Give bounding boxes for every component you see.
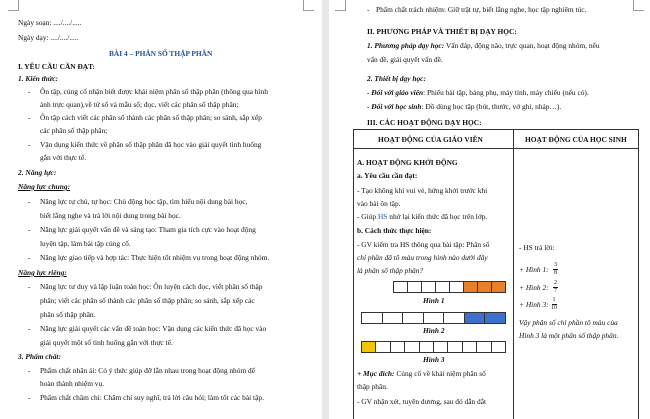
list-item: Năng lực giải quyết vấn đề và sáng tạo: Tham gia tích cực vào hoạt động xyxy=(40,225,256,234)
subheading: Năng lực chung: xyxy=(18,182,71,191)
list-item: Phẩm chất nhân ái: Có ý thức giúp đỡ lẫn nhau trong hoạt động nhóm để xyxy=(40,366,256,375)
empty-cell xyxy=(436,282,450,292)
list-item: hoàn thành nhiệm vụ. xyxy=(40,379,105,388)
ngay-soan: Ngày soạn: ..../..../..... xyxy=(18,18,82,27)
subheading: Năng lực riêng: xyxy=(18,268,67,277)
subsection-heading: 1. Kiến thức: xyxy=(18,74,58,83)
list-item: phân số thập phân. xyxy=(40,310,96,319)
list-item: Ôn tập cách viết các phân số thành các phân số thập phân; so sánh, sắp xếp xyxy=(40,113,262,122)
subsection-heading: 2. Năng lực: xyxy=(18,168,57,177)
text-line xyxy=(357,212,487,221)
method-text: Vấn đáp, động não, trực quan, hoạt động nhóm, nếu xyxy=(444,41,600,50)
bullet: - xyxy=(367,5,370,14)
header-teacher: HOẠT ĐỘNG CỦA GIÁO VIÊN xyxy=(378,135,483,144)
bullet: - xyxy=(28,282,31,291)
figure-caption: Hình 2 xyxy=(423,326,445,335)
list-item: biết lắng nghe và trả lời nội dung trong bài học. xyxy=(40,211,181,220)
list-item: Năng lực tự chủ, tự học: Chủ động học tập, tìm hiểu nội dung bài học, xyxy=(40,197,248,206)
list-item: Năng lực tư duy và lập luận toán học: Ôn luyện cách đọc, viết phân số thập xyxy=(40,282,263,291)
empty-cell xyxy=(477,342,491,352)
shaded-cell xyxy=(485,313,505,323)
empty-cell xyxy=(376,342,390,352)
list-item: Năng lực giải quyết các vấn đề toán học: Vận dụng các kiến thức đã học vào xyxy=(40,324,267,333)
empty-cell xyxy=(444,313,465,323)
empty-cell xyxy=(420,342,434,352)
empty-cell xyxy=(424,313,445,323)
paragraph: vấn đề, giải quyết vấn đề. xyxy=(367,55,443,64)
text-line xyxy=(357,369,486,378)
activity-title: A. HOẠT ĐỘNG KHỞI ĐỘNG xyxy=(357,158,458,167)
student-text: : Đồ dùng học tập (bút, thước, vở ghi, nháp…). xyxy=(421,102,562,111)
figure-bar-3 xyxy=(361,341,506,353)
ngay-day: Ngày dạy: ..../..../..... xyxy=(18,33,79,42)
subheading: a. Yêu cầu cần đạt: xyxy=(357,171,418,180)
denominator: 7 xyxy=(554,287,557,294)
numerator: 2 xyxy=(554,280,557,286)
teacher-label: - Đối với giáo viên xyxy=(367,88,424,97)
list-item: Năng lực giao tiếp và hợp tác: Thực hiện tốt nhiệm vụ trong hoạt động nhóm. xyxy=(40,253,270,262)
bullet: - xyxy=(28,113,31,122)
text-line: - Tạo không khí vui vẻ, hứng khởi trước khi xyxy=(357,186,488,195)
list-item: ảnh trực quan),về tử số và mẫu số; đọc, viết các phân số thập phân; xyxy=(40,100,239,109)
bullet: - xyxy=(28,393,31,402)
denominator: 10 xyxy=(551,304,557,311)
text-line: - GV nhận xét, tuyên dương, sau đó dẫn dắt xyxy=(357,397,487,406)
shaded-cell xyxy=(478,282,492,292)
bullet: - xyxy=(28,197,31,206)
list-item: phân; viết các phân số thành các phân số thập phân; so sánh, sắp xếp các xyxy=(40,296,255,305)
bullet: - xyxy=(28,225,31,234)
bullet: - xyxy=(28,140,31,149)
list-item: Phẩm chất chăm chỉ: Chăm chỉ suy nghĩ, trả lời câu hỏi; làm tốt các bài tập. xyxy=(40,393,264,402)
bullet: - xyxy=(28,87,31,96)
list-item: luyện tập, làm bài tập củng cố. xyxy=(40,239,131,248)
figure-caption: Hình 1 xyxy=(423,296,445,305)
text-line: vào bài ôn tập. xyxy=(357,199,401,208)
text-line: - HS trả lời: xyxy=(519,243,555,252)
text-span: - GV kiểm tra HS thông qua bài tập: Phân số xyxy=(357,240,490,249)
empty-cell xyxy=(463,342,477,352)
subheading: b. Cách thức thực hiện: xyxy=(357,226,432,235)
conclusion: Hình 3 là một phân số thập phân. xyxy=(519,331,619,340)
section-heading: III. CÁC HOẠT ĐỘNG DẠY HỌC: xyxy=(367,118,482,127)
conclusion: Vậy phân số chỉ phần tô màu của xyxy=(519,318,618,327)
right-page xyxy=(329,0,650,419)
bullet: - xyxy=(28,324,31,333)
empty-cell xyxy=(434,342,448,352)
figure-bar-2 xyxy=(361,312,506,324)
crop-mark xyxy=(335,0,346,11)
left-page xyxy=(0,0,322,419)
list-item: Vận dụng kiến thức về phân số thập phân đã học vào giải quyết tình huống xyxy=(40,140,262,149)
figure-bar-1 xyxy=(393,281,506,293)
empty-cell xyxy=(394,282,408,292)
subsection-heading: 2. Thiết bị dạy học: xyxy=(367,74,426,83)
crop-mark xyxy=(8,0,19,11)
list-item: gắn với thực tế. xyxy=(40,153,87,162)
empty-cell xyxy=(362,313,383,323)
text-span: Củng cố về khái niệm phân số xyxy=(394,369,486,378)
text-span: - Giúp xyxy=(357,212,378,221)
text-span: nhớ lại kiến thức đã học trên lớp. xyxy=(387,212,488,221)
empty-cell xyxy=(492,342,505,352)
teacher-text: : Phiếu bài tập, bảng phụ, máy tính, máy chiếu (nếu có). xyxy=(423,88,589,97)
paragraph xyxy=(367,41,600,50)
header-student: HOẠT ĐỘNG CỦA HỌC SINH xyxy=(525,135,627,144)
numerator: 3 xyxy=(554,262,557,268)
empty-cell xyxy=(422,282,436,292)
fraction xyxy=(553,280,558,294)
empty-cell xyxy=(448,342,462,352)
text-line xyxy=(357,240,489,249)
empty-cell xyxy=(408,282,422,292)
section-heading: II. PHƯƠNG PHÁP VÀ THIẾT BỊ DẠY HỌC: xyxy=(367,27,517,36)
text-span: + Mục đích: xyxy=(357,369,395,378)
crop-mark xyxy=(303,0,314,11)
section-heading: I. YÊU CẦU CẦN ĐẠT: xyxy=(18,62,95,71)
empty-cell xyxy=(450,282,464,292)
subsection-heading: 3. Phẩm chất: xyxy=(18,352,61,361)
shaded-cell xyxy=(465,313,486,323)
empty-cell xyxy=(405,342,419,352)
list-item: Ôn tập, củng cố nhận biết được khái niệm phân số thập phân (thông qua hình xyxy=(40,87,268,96)
method-label: 1. Phương pháp dạy học: xyxy=(367,41,445,50)
fraction xyxy=(553,262,558,276)
list-item: giải quyết một số tình huống gắn với thực tế. xyxy=(40,338,173,347)
answer-line: + Hình 1: xyxy=(519,265,549,274)
student-label: - Đối với học sinh xyxy=(367,102,422,111)
empty-cell xyxy=(391,342,405,352)
denominator: 8 xyxy=(554,269,557,276)
text-span: HS xyxy=(377,212,388,221)
fraction xyxy=(551,297,557,311)
text-line: thập phân. xyxy=(357,382,388,391)
text-line: là phân số thập phân? xyxy=(357,266,424,275)
paragraph xyxy=(367,102,561,111)
table-divider xyxy=(513,129,514,419)
answer-line: + Hình 3: xyxy=(519,300,549,309)
table-divider xyxy=(353,148,638,149)
answer-line: + Hình 2: xyxy=(519,283,549,292)
list-item: Phẩm chất trách nhiệm: Giữ trật tự, biết lắng nghe, học tập nghiêm túc. xyxy=(376,5,587,14)
numerator: 1 xyxy=(552,297,556,303)
shaded-cell xyxy=(464,282,478,292)
bullet: - xyxy=(28,366,31,375)
lesson-title: BÀI 4 – PHÂN SỐ THẬP PHÂN xyxy=(109,49,213,58)
text-line: chỉ phần đã tô màu trong hình nào dưới đây xyxy=(357,253,488,262)
shaded-cell xyxy=(362,342,376,352)
bullet: - xyxy=(28,253,31,262)
empty-cell xyxy=(383,313,404,323)
list-item: các phân số thập phân; xyxy=(40,126,108,135)
shaded-cell xyxy=(492,282,505,292)
figure-caption: Hình 3 xyxy=(423,355,445,364)
crop-mark xyxy=(633,0,644,11)
paragraph xyxy=(367,88,589,97)
empty-cell xyxy=(403,313,424,323)
